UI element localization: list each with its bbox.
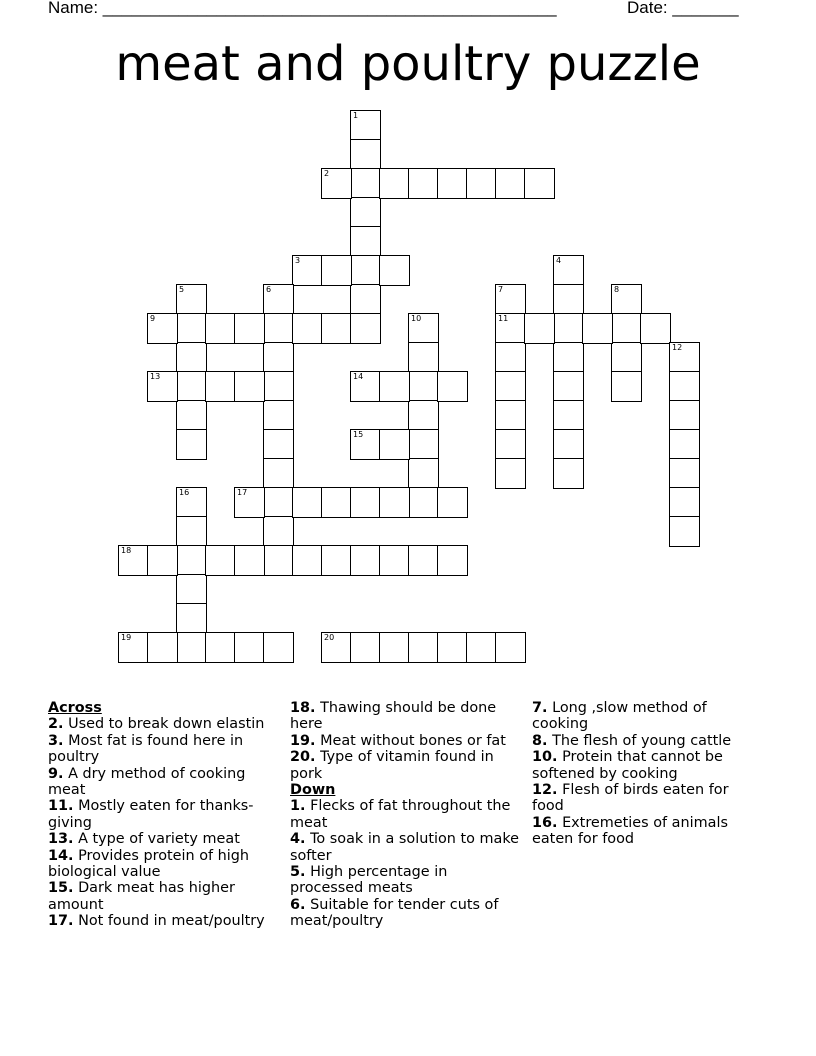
clue-across-20 — [290, 749, 522, 782]
grid-cell[interactable] — [176, 545, 207, 576]
clue-number: 6. — [290, 896, 306, 913]
grid-cell[interactable] — [640, 313, 671, 344]
cell-number: 7 — [498, 285, 504, 294]
grid-cell[interactable] — [263, 545, 294, 576]
cell-number: 12 — [672, 343, 683, 352]
grid-cell[interactable] — [321, 313, 352, 344]
grid-cell[interactable] — [669, 487, 700, 518]
clues-column-2 — [290, 700, 522, 930]
grid-cell[interactable] — [263, 371, 294, 402]
clue-text: Used to break down elastin — [68, 716, 265, 733]
grid-cell[interactable] — [524, 168, 555, 199]
grid-cell[interactable] — [379, 545, 410, 576]
cell-number: 15 — [353, 430, 364, 439]
grid-cell[interactable] — [263, 342, 294, 373]
grid-cell[interactable] — [234, 487, 265, 518]
grid-cell[interactable] — [553, 371, 584, 402]
clue-text: A dry method of cooking meat — [48, 765, 246, 799]
clue-text: Long ,slow method of cooking — [532, 700, 707, 733]
cell-number: 8 — [614, 285, 620, 294]
grid-cell[interactable] — [408, 342, 439, 373]
clue-number: 11. — [48, 798, 74, 815]
grid-cell[interactable] — [611, 342, 642, 373]
across-heading: Across — [48, 700, 102, 716]
grid-cell[interactable] — [263, 458, 294, 489]
grid-cell[interactable] — [263, 487, 294, 518]
grid-cell[interactable] — [205, 632, 236, 663]
clue-number: 20. — [290, 749, 316, 766]
clue-text: Extremeties of animals eaten for food — [532, 814, 728, 848]
grid-cell[interactable] — [437, 632, 468, 663]
clue-down-5 — [290, 864, 522, 897]
clue-across-18 — [290, 700, 522, 733]
grid-cell[interactable] — [263, 429, 294, 460]
grid-cell[interactable] — [176, 429, 207, 460]
grid-cell[interactable] — [263, 313, 294, 344]
clue-text: Provides protein of high biological value — [48, 847, 250, 881]
grid-cell[interactable] — [350, 226, 381, 257]
grid-cell[interactable] — [408, 313, 439, 344]
grid-cell[interactable] — [495, 429, 526, 460]
clue-down-7 — [532, 700, 764, 733]
clue-text: Meat without bones or fat — [320, 732, 506, 749]
grid-cell[interactable] — [263, 400, 294, 431]
grid-cell[interactable] — [205, 313, 236, 344]
grid-cell[interactable] — [176, 313, 207, 344]
grid-cell[interactable] — [495, 313, 526, 344]
cell-number: 19 — [121, 633, 132, 642]
clue-number: 18. — [290, 700, 316, 716]
clue-across-9 — [48, 766, 280, 799]
clue-text: Dark meat has higher amount — [48, 880, 235, 913]
grid-cell[interactable] — [350, 487, 381, 518]
clue-number: 10. — [532, 749, 558, 766]
grid-cell[interactable] — [176, 284, 207, 315]
clue-text: Thawing should be done here — [290, 700, 497, 733]
grid-cell[interactable] — [234, 545, 265, 576]
clue-text: Mostly eaten for thanks-giving — [48, 798, 254, 831]
clue-text: Flecks of fat throughout the meat — [290, 798, 511, 831]
clue-number: 14. — [48, 847, 74, 864]
grid-cell[interactable] — [553, 429, 584, 460]
grid-cell[interactable] — [553, 255, 584, 286]
clue-across-17 — [48, 913, 280, 929]
clues-column-1 — [48, 700, 280, 930]
grid-cell[interactable] — [611, 313, 642, 344]
clue-number: 12. — [532, 782, 558, 799]
grid-cell[interactable] — [176, 516, 207, 547]
clue-text: Protein that cannot be softened by cooking — [532, 749, 723, 782]
grid-cell[interactable] — [669, 516, 700, 547]
cell-number: 10 — [411, 314, 422, 323]
grid-cell[interactable] — [669, 342, 700, 373]
grid-cell[interactable] — [466, 168, 497, 199]
grid-cell[interactable] — [611, 371, 642, 402]
cell-number: 6 — [266, 285, 272, 294]
cell-number: 20 — [324, 633, 335, 642]
clue-number: 7. — [532, 700, 548, 716]
grid-cell[interactable] — [176, 487, 207, 518]
grid-cell[interactable] — [147, 371, 178, 402]
clue-text: A type of variety meat — [78, 831, 240, 848]
grid-cell[interactable] — [176, 632, 207, 663]
grid-cell[interactable] — [234, 371, 265, 402]
grid-cell[interactable] — [669, 371, 700, 402]
clue-number: 3. — [48, 732, 64, 749]
grid-cell[interactable] — [350, 545, 381, 576]
grid-cell[interactable] — [408, 458, 439, 489]
clue-number: 5. — [290, 864, 306, 881]
grid-cell[interactable] — [147, 545, 178, 576]
grid-cell[interactable] — [118, 632, 149, 663]
grid-cell[interactable] — [495, 400, 526, 431]
clue-down-6 — [290, 897, 522, 930]
clue-across-13 — [48, 831, 280, 847]
grid-cell[interactable] — [263, 516, 294, 547]
clue-text: Type of vitamin found in pork — [290, 749, 494, 782]
clue-across-2 — [48, 716, 280, 732]
grid-cell[interactable] — [408, 487, 439, 518]
clue-number: 19. — [290, 732, 316, 749]
page-title: meat and poultry puzzle — [115, 36, 701, 92]
grid-cell[interactable] — [553, 284, 584, 315]
grid-cell[interactable] — [669, 400, 700, 431]
cell-number: 13 — [150, 372, 161, 381]
grid-cell[interactable] — [553, 458, 584, 489]
grid-cell[interactable] — [437, 487, 468, 518]
grid-cell[interactable] — [205, 371, 236, 402]
cell-number: 2 — [324, 169, 330, 178]
cell-number: 14 — [353, 372, 364, 381]
clue-text: Not found in meat/poultry — [78, 913, 265, 930]
grid-cell[interactable] — [321, 487, 352, 518]
grid-cell[interactable] — [234, 632, 265, 663]
clue-across-15 — [48, 880, 280, 913]
grid-cell[interactable] — [292, 313, 323, 344]
grid-cell[interactable] — [176, 342, 207, 373]
clue-number: 8. — [532, 732, 548, 749]
grid-cell[interactable] — [379, 632, 410, 663]
grid-cell[interactable] — [176, 574, 207, 605]
grid-cell[interactable] — [379, 371, 410, 402]
clue-number: 1. — [290, 798, 306, 815]
name-field-label: Name: ________________________________________________ — [48, 0, 557, 17]
grid-cell[interactable] — [553, 342, 584, 373]
clues-column-3 — [532, 700, 764, 848]
clue-text: The flesh of young cattle — [552, 732, 732, 749]
grid-cell[interactable] — [176, 371, 207, 402]
grid-cell[interactable] — [495, 284, 526, 315]
grid-cell[interactable] — [408, 371, 439, 402]
clue-across-14 — [48, 848, 280, 881]
clue-down-10 — [532, 749, 764, 782]
clue-text: Flesh of birds eaten for food — [532, 782, 729, 815]
grid-cell[interactable] — [321, 545, 352, 576]
clue-down-8 — [532, 733, 764, 749]
grid-cell[interactable] — [263, 632, 294, 663]
grid-cell[interactable] — [379, 429, 410, 460]
cell-number: 9 — [150, 314, 156, 323]
grid-cell[interactable] — [495, 342, 526, 373]
clue-number: 9. — [48, 765, 64, 782]
grid-cell[interactable] — [553, 400, 584, 431]
cell-number: 4 — [556, 256, 562, 265]
cell-number: 16 — [179, 488, 190, 497]
grid-cell[interactable] — [408, 545, 439, 576]
grid-cell[interactable] — [350, 429, 381, 460]
grid-cell[interactable] — [408, 400, 439, 431]
grid-cell[interactable] — [350, 110, 381, 141]
grid-cell[interactable] — [669, 429, 700, 460]
grid-cell[interactable] — [350, 168, 381, 199]
grid-cell[interactable] — [437, 371, 468, 402]
grid-cell[interactable] — [495, 168, 526, 199]
clue-down-1 — [290, 798, 522, 831]
clue-number: 15. — [48, 880, 74, 897]
clue-number: 2. — [48, 716, 64, 733]
clue-number: 13. — [48, 831, 74, 848]
grid-cell[interactable] — [321, 632, 352, 663]
grid-cell[interactable] — [553, 313, 584, 344]
grid-cell[interactable] — [205, 545, 236, 576]
grid-cell[interactable] — [466, 632, 497, 663]
grid-cell[interactable] — [263, 284, 294, 315]
grid-cell[interactable] — [350, 139, 381, 170]
grid-cell[interactable] — [292, 487, 323, 518]
clue-across-3 — [48, 733, 280, 766]
cell-number: 3 — [295, 256, 301, 265]
clue-down-12 — [532, 782, 764, 815]
grid-cell[interactable] — [350, 197, 381, 228]
clue-down-16 — [532, 815, 764, 848]
clue-number: 4. — [290, 831, 306, 848]
clue-text: To soak in a solution to make softer — [290, 831, 519, 864]
date-field-label: Date: _______ — [627, 0, 739, 17]
clue-text: Suitable for tender cuts of meat/poultry — [290, 896, 499, 930]
grid-cell[interactable] — [524, 313, 555, 344]
cell-number: 18 — [121, 546, 132, 555]
grid-cell[interactable] — [321, 168, 352, 199]
grid-cell[interactable] — [379, 168, 410, 199]
cell-number: 1 — [353, 111, 359, 120]
grid-cell[interactable] — [147, 632, 178, 663]
cell-number: 5 — [179, 285, 185, 294]
cell-number: 17 — [237, 488, 248, 497]
grid-cell[interactable] — [408, 168, 439, 199]
clue-number: 17. — [48, 913, 74, 930]
clue-across-19 — [290, 733, 522, 749]
grid-cell[interactable] — [176, 603, 207, 634]
grid-cell[interactable] — [582, 313, 613, 344]
grid-cell[interactable] — [611, 284, 642, 315]
grid-cell[interactable] — [234, 313, 265, 344]
grid-cell[interactable] — [321, 255, 352, 286]
grid-cell[interactable] — [437, 545, 468, 576]
grid-cell[interactable] — [350, 284, 381, 315]
grid-cell[interactable] — [350, 255, 381, 286]
clue-text: Most fat is found here in poultry — [48, 732, 244, 766]
grid-cell[interactable] — [292, 545, 323, 576]
grid-cell[interactable] — [379, 255, 410, 286]
down-heading: Down — [290, 782, 336, 799]
clue-across-11 — [48, 798, 280, 831]
grid-cell[interactable] — [350, 313, 381, 344]
grid-cell[interactable] — [350, 371, 381, 402]
grid-cell[interactable] — [437, 168, 468, 199]
cell-number: 11 — [498, 314, 509, 323]
clue-text: High percentage in processed meats — [290, 864, 448, 897]
grid-cell[interactable] — [292, 255, 323, 286]
grid-cell[interactable] — [408, 429, 439, 460]
grid-cell[interactable] — [495, 371, 526, 402]
grid-cell[interactable] — [350, 632, 381, 663]
clue-number: 16. — [532, 814, 558, 831]
grid-cell[interactable] — [379, 487, 410, 518]
grid-cell[interactable] — [495, 458, 526, 489]
grid-cell[interactable] — [669, 458, 700, 489]
clue-down-4 — [290, 831, 522, 864]
grid-cell[interactable] — [408, 632, 439, 663]
grid-cell[interactable] — [118, 545, 149, 576]
grid-cell[interactable] — [495, 632, 526, 663]
grid-cell[interactable] — [176, 400, 207, 431]
grid-cell[interactable] — [147, 313, 178, 344]
